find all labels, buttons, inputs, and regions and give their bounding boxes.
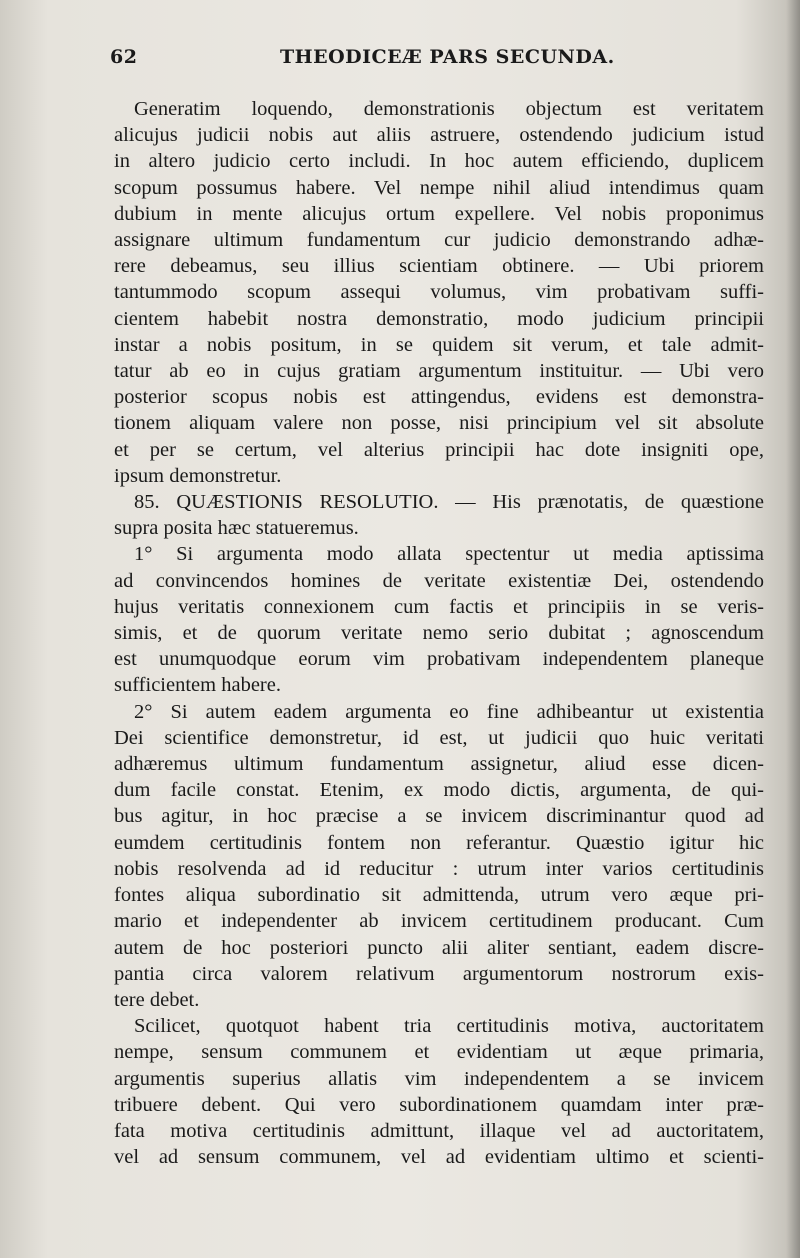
text-line: autem de hoc posteriori puncto alii aliter sentiant, eadem discre- [114, 936, 764, 959]
text-line: Dei scientifice demonstretur, id est, ut judicii quo huic veritati [114, 726, 764, 749]
text-line: dum facile constat. Etenim, ex modo dictis, argumenta, de qui- [114, 779, 764, 802]
text-line: tantummodo scopum assequi volumus, vim probativam suffi- [114, 281, 764, 304]
text-line: assignare ultimum fundamentum cur judicio demonstrando adhæ- [114, 229, 764, 252]
text-line: alicujus judicii nobis aut aliis astruere, ostendendo judicium istud [114, 124, 764, 147]
text-line: ad convincendos homines de veritate existentiæ Dei, ostendendo [114, 569, 764, 592]
text-line: 1° Si argumenta modo allata spectentur ut media aptissima [134, 543, 764, 566]
text-line: vel ad sensum communem, vel ad evidentiam ultimo et scienti- [114, 1146, 764, 1169]
page-edge-shadow [786, 0, 800, 1258]
text-line: dubium in mente alicujus ortum expellere. Vel nobis proponimus [114, 202, 764, 225]
text-line: bus agitur, in hoc præcise a se invicem discriminantur quod ad [114, 805, 764, 828]
text-line: tionem aliquam valere non posse, nisi principium vel sit absolute [114, 412, 764, 435]
text-line: et per se certum, vel alterius principii hac dote insigniti ope, [114, 438, 764, 461]
text-line: pantia circa valorem relativum argumentorum nostrorum exis- [114, 962, 764, 985]
text-line: nobis resolvenda ad id reducitur : utrum inter varios certitudinis [114, 857, 764, 880]
text-line: fata motiva certitudinis admittunt, illaque vel ad auctoritatem, [114, 1119, 764, 1142]
text-line: tribuere debent. Qui vero subordinationem quamdam inter præ- [114, 1093, 764, 1116]
text-line: hujus veritatis connexionem cum factis et principiis in se veris- [114, 595, 764, 618]
body-text [114, 96, 764, 1170]
page-number: 62 [110, 46, 138, 68]
text-line: ipsum demonstretur. [114, 464, 282, 487]
text-line: fontes aliqua subordinatio sit admittenda, utrum vero æque pri- [114, 884, 764, 907]
text-line: adhæremus ultimum fundamentum assignetur, aliud esse dicen- [114, 753, 764, 776]
text-line: argumentis superius allatis vim independentem a se invicem [114, 1067, 764, 1090]
text-line: simis, et de quorum veritate nemo serio dubitat ; agnoscendum [114, 622, 764, 645]
text-line: sufficientem habere. [114, 674, 281, 697]
text-line: est unumquodque eorum vim probativam independentem planeque [114, 648, 764, 671]
text-line: tere debet. [114, 988, 200, 1011]
page-header [110, 46, 760, 76]
text-line: posterior scopus nobis est attingendus, evidens est demonstra- [114, 386, 764, 409]
text-line: Generatim loquendo, demonstrationis objectum est veritatem [134, 98, 764, 120]
text-line: in altero judicio certo includi. In hoc autem efficiendo, duplicem [114, 150, 764, 173]
text-line: 2° Si autem eadem argumenta eo fine adhibeantur ut existentia [134, 700, 764, 723]
text-line: cientem habebit nostra demonstratio, modo judicium principii [114, 307, 764, 330]
text-line: tatur ab eo in cujus gratiam argumentum instituitur. — Ubi vero [114, 360, 764, 383]
text-line: rere debeamus, seu illius scientiam obtinere. — Ubi priorem [114, 255, 764, 278]
text-line: mario et independenter ab invicem certitudinem producant. Cum [114, 910, 764, 933]
text-line: supra posita hæc statueremus. [114, 517, 359, 540]
running-title: THEODICEÆ PARS SECUNDA. [280, 46, 615, 68]
text-line: eumdem certitudinis fontem non referantur. Quæstio igitur hic [114, 831, 764, 854]
text-line: Scilicet, quotquot habent tria certitudinis motiva, auctoritatem [134, 1015, 764, 1038]
text-line: nempe, sensum communem et evidentiam ut æque primaria, [114, 1041, 764, 1064]
text-line: instar a nobis positum, in se quidem sit verum, et tale admit- [114, 333, 764, 356]
text-line: scopum possumus habere. Vel nempe nihil aliud intendimus quam [114, 176, 764, 199]
text-line: 85. QUÆSTIONIS RESOLUTIO. — His prænotatis, de quæstione [134, 491, 764, 514]
